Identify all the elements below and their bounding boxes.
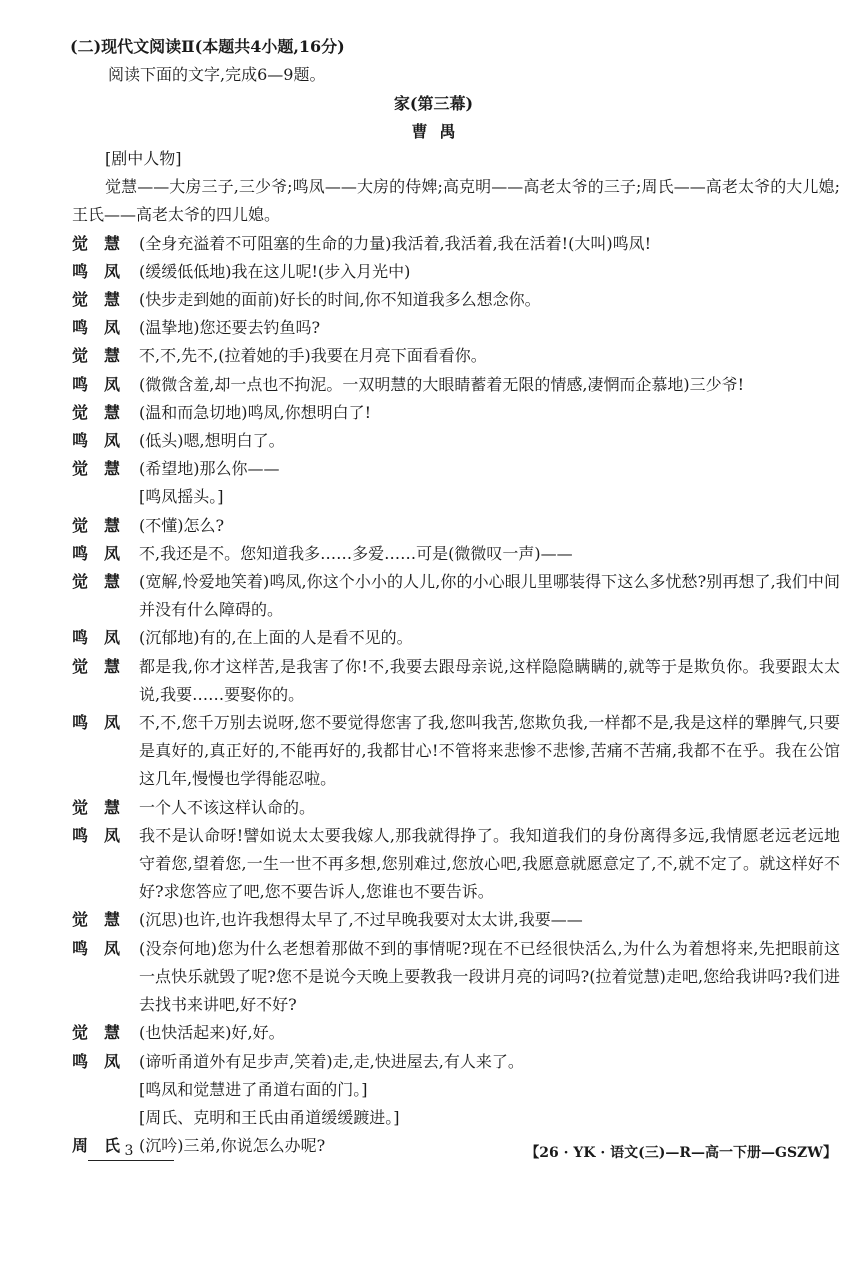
dialogue-line bbox=[72, 935, 840, 1020]
speaker-name: 鸣 凤 bbox=[72, 431, 121, 451]
dialogue-text: (没奈何地)您为什么老想着那做不到的事情呢?现在不已经很快活么,为什么为着想将来,先把眼前这一点快乐就毁了呢?您不是说今天晚上要教我一段讲月亮的词吗?(拉着觉慧)走吧,您给我讲吗?我们进去找书来讲吧,好不好? bbox=[139, 938, 840, 1015]
speaker-name: 觉 慧 bbox=[72, 572, 121, 592]
speaker-name: 鸣 凤 bbox=[72, 543, 121, 563]
dialogue-line bbox=[72, 624, 840, 652]
dialogue-line bbox=[72, 230, 840, 258]
dialogue-line bbox=[72, 822, 840, 907]
speaker-name: 觉 慧 bbox=[72, 290, 121, 310]
dialogue-text: (宽解,怜爱地笑着)鸣凤,你这个小小的人儿,你的小心眼儿里哪装得下这么多忧愁?别再想了,我们中间并没有什么障碍的。 bbox=[139, 572, 840, 620]
dialogue-text: 我不是认命呀!譬如说太太要我嫁人,那我就得挣了。我知道我们的身份离得多远,我情愿老远老远地守着您,望着您,一生一世不再多想,您别难过,您放心吧,我愿意就愿意定了,不,就不定了。就这样好不好?求您答应了吧,您不要告诉人,您谁也不要告诉。 bbox=[139, 825, 840, 902]
dialogue-text: (沉吟)三弟,你说怎么办呢? bbox=[139, 1136, 326, 1156]
dialogue-text: (缓缓低低地)我在这儿呢!(步入月光中) bbox=[139, 261, 411, 281]
speaker-name: 觉 慧 bbox=[72, 459, 121, 479]
dialogue-line bbox=[72, 455, 840, 483]
dialogue-text: (沉郁地)有的,在上面的人是看不见的。 bbox=[139, 628, 413, 648]
speaker-name: 觉 慧 bbox=[72, 1023, 121, 1043]
cast-list: 觉慧——大房三子,三少爷;鸣凤——大房的侍婢;高克明——高老太爷的三子;周氏——高老太爷的大儿媳;王氏——高老太爷的四儿媳。 bbox=[72, 177, 840, 225]
cast-header: [剧中人物] bbox=[105, 149, 182, 168]
dialogue-line bbox=[72, 512, 840, 540]
dialogue-text: (低头)嗯,想明白了。 bbox=[139, 431, 285, 451]
dialogue-text: (谛听甬道外有足步声,笑着)走,走,快进屋去,有人来了。 bbox=[139, 1051, 524, 1071]
speaker-name: 觉 慧 bbox=[72, 402, 121, 422]
dialogue-line bbox=[72, 794, 840, 822]
section-header: (二)现代文阅读Ⅱ(本题共4小题,16分) bbox=[70, 37, 345, 56]
speaker-name: 觉 慧 bbox=[72, 797, 121, 817]
speaker-name: 觉 慧 bbox=[72, 656, 121, 676]
speaker-name: 觉 慧 bbox=[72, 233, 121, 253]
dialogue-text: 不,不,您千万别去说呀,您不要觉得您害了我,您叫我苦,您欺负我,一样都不是,我是这样的犟脾气,只要是真好的,真正好的,不能再好的,我都甘心!不管将来悲惨不悲惨,苦痛不苦痛,我都不在乎。我在公馆这几年,慢慢也学得能忍啦。 bbox=[139, 713, 840, 789]
instruction: 阅读下面的文字,完成6—9题。 bbox=[108, 65, 326, 84]
stage-direction: [鸣凤和觉慧进了甬道右面的门。] bbox=[139, 1079, 368, 1099]
author: 曹禺 bbox=[411, 122, 468, 141]
page-number: · 3 · bbox=[88, 1143, 174, 1161]
script-body bbox=[72, 145, 840, 1160]
dialogue-text: (也快活起来)好,好。 bbox=[139, 1023, 285, 1043]
dialogue-line bbox=[72, 371, 840, 399]
dialogue-line bbox=[72, 286, 840, 314]
speaker-name: 鸣 凤 bbox=[72, 938, 121, 958]
dialogue bbox=[72, 230, 840, 1161]
speaker-name: 鸣 凤 bbox=[72, 318, 121, 338]
dialogue-text: 不,我还是不。您知道我多……多爱……可是(微微叹一声)—— bbox=[139, 543, 573, 563]
stage-direction: [周氏、克明和王氏由甬道缓缓踱进。] bbox=[139, 1107, 400, 1127]
stage-direction: [鸣凤摇头。] bbox=[139, 487, 224, 507]
dialogue-line bbox=[72, 1019, 840, 1047]
dialogue-text: 一个人不该这样认命的。 bbox=[139, 797, 316, 817]
speaker-name: 觉 慧 bbox=[72, 346, 121, 366]
dialogue-line bbox=[72, 540, 840, 568]
dialogue-text: (沉思)也许,也许我想得太早了,不过早晚我要对太太讲,我要—— bbox=[139, 910, 583, 930]
dialogue-text: (全身充溢着不可阻塞的生命的力量)我活着,我活着,我在活着!(大叫)鸣凤! bbox=[139, 233, 652, 253]
speaker-name: 鸣 凤 bbox=[72, 1051, 121, 1071]
speaker-name: 觉 慧 bbox=[72, 515, 121, 535]
speaker-name: 鸣 凤 bbox=[72, 713, 121, 733]
speaker-name: 鸣 凤 bbox=[72, 261, 121, 281]
dialogue-text: 不,不,先不,(拉着她的手)我要在月亮下面看看你。 bbox=[139, 346, 487, 366]
dialogue-line bbox=[72, 568, 840, 624]
dialogue-text: (温和而急切地)鸣凤,你想明白了! bbox=[139, 402, 372, 422]
speaker-name: 鸣 凤 bbox=[72, 825, 121, 845]
speaker-name: 觉 慧 bbox=[72, 910, 121, 930]
dialogue-line bbox=[72, 258, 840, 286]
dialogue-line bbox=[72, 427, 840, 455]
dialogue-text: (希望地)那么你—— bbox=[139, 459, 280, 479]
dialogue-line bbox=[72, 709, 840, 794]
dialogue-text: (不懂)怎么? bbox=[139, 515, 225, 535]
exam-code: 【26 · YK · 语文(三)—R—高一下册—GSZW】 bbox=[525, 1145, 837, 1161]
dialogue-line bbox=[72, 906, 840, 934]
dialogue-text: (微微含羞,却一点也不拘泥。一双明慧的大眼睛蓄着无限的情感,凄惘而企慕地)三少爷! bbox=[139, 374, 745, 394]
dialogue-text: (快步走到她的面前)好长的时间,你不知道我多么想念你。 bbox=[139, 290, 541, 310]
speaker-name: 鸣 凤 bbox=[72, 374, 121, 394]
dialogue-line bbox=[72, 342, 840, 370]
dialogue-text: 都是我,你才这样苦,是我害了你!不,我要去跟母亲说,这样隐隐瞒瞒的,就等于是欺负你。我要跟太太说,我要……要娶你的。 bbox=[139, 656, 840, 704]
speaker-name: 鸣 凤 bbox=[72, 628, 121, 648]
dialogue-line bbox=[72, 314, 840, 342]
speaker-name: 周 氏 bbox=[72, 1136, 121, 1156]
dialogue-line bbox=[72, 1048, 840, 1076]
play-title: 家(第三幕) bbox=[393, 94, 474, 113]
dialogue-line bbox=[72, 653, 840, 709]
dialogue-text: (温挚地)您还要去钓鱼吗? bbox=[139, 318, 321, 338]
dialogue-line bbox=[72, 399, 840, 427]
